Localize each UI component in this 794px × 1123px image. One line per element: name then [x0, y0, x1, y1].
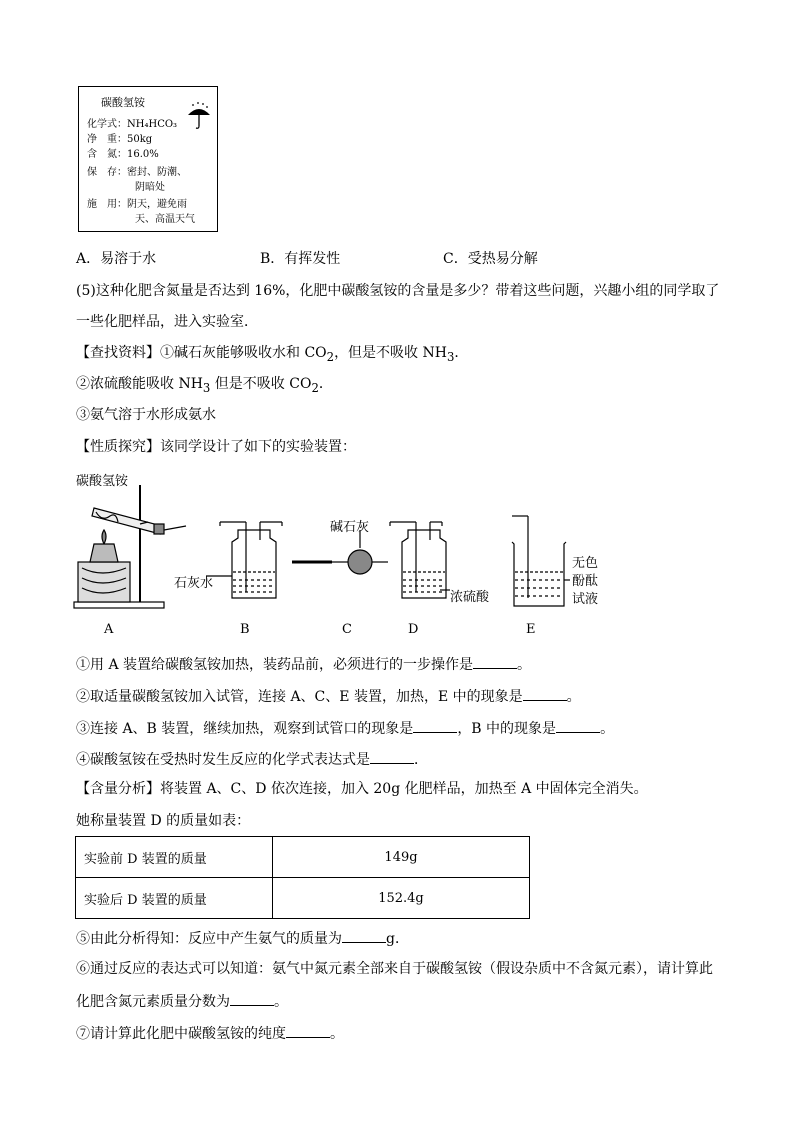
apparatus-e — [512, 516, 570, 606]
label-row: 化学式：NH₄HCO₃ — [87, 119, 178, 130]
info-1: 【查找资料】①碱石灰能够吸收水和 $CO_2$，但是不吸收 $NH_3$． — [76, 345, 469, 364]
table-row — [76, 837, 530, 878]
caption-c: C — [342, 622, 352, 637]
sulfuric-label: 浓硫酸 — [450, 590, 490, 605]
label-row: 天、高温天气 — [135, 214, 195, 225]
answer-blank[interactable] — [523, 686, 567, 701]
table-cell: 152.4g — [273, 878, 530, 919]
question-7: ⑦请计算此化肥中碳酸氢铵的纯度 。 — [76, 1023, 344, 1043]
label-row: 含 氮：16.0% — [87, 149, 159, 160]
answer-blank[interactable] — [413, 718, 457, 733]
answer-blank[interactable] — [230, 991, 274, 1006]
option-c: C．受热易分解 — [443, 251, 538, 267]
apparatus-c — [292, 530, 388, 574]
question-6-line2: 化肥含氮元素质量分数为 。 — [76, 991, 288, 1011]
table-cell: 实验后 D 装置的质量 — [76, 878, 273, 919]
umbrella-icon — [185, 101, 213, 131]
info-4: 【性质探究】该同学设计了如下的实验装置： — [76, 439, 356, 455]
caption-d: D — [408, 622, 419, 637]
question-1: ①用 A 装置给碳酸氢铵加热，装药品前，必须进行的一步操作是 。 — [76, 654, 531, 674]
table-row — [76, 878, 530, 919]
content-analysis: 【含量分析】将装置 A、C、D 依次连接，加入 20g 化肥样品，加热至 A 中固体完全消失。 — [76, 781, 648, 797]
label-title: 碳酸氢铵 — [101, 96, 145, 109]
answer-blank[interactable] — [370, 749, 414, 764]
caption-a: A — [104, 622, 114, 637]
mass-table — [75, 836, 530, 919]
fertilizer-label — [78, 86, 218, 232]
indicator-label-2: 酚酞 — [572, 574, 599, 589]
answer-blank[interactable] — [473, 654, 517, 669]
answer-blank[interactable] — [556, 718, 600, 733]
question-4: ④碳酸氢铵在受热时发生反应的化学式表达式是 ． — [76, 749, 428, 769]
info-3: ③氨气溶于水形成氨水 — [76, 407, 216, 423]
option-a: A．易溶于水 — [76, 251, 157, 267]
option-b: B．有挥发性 — [260, 251, 341, 267]
table-cell: 实验前 D 装置的质量 — [76, 837, 273, 878]
weigh-intro: 她称量装置 D 的质量如表： — [76, 813, 251, 829]
limewater-label: 石灰水 — [174, 576, 214, 591]
q5-line1: (5)这种化肥含氮量是否达到 16%，化肥中碳酸氢铵的含量是多少？带着这些问题，兴趣小组的同学取了 — [76, 283, 720, 299]
question-2: ②取适量碳酸氢铵加入试管，连接 A、C、E 装置，加热，E 中的现象是 。 — [76, 686, 581, 706]
q5-line2: 一些化肥样品，进入实验室． — [76, 314, 258, 330]
caption-e: E — [526, 622, 536, 637]
label-row: 施 用：阴天，避免雨 — [87, 199, 187, 210]
answer-blank[interactable] — [342, 928, 386, 943]
caption-b: B — [240, 622, 250, 637]
answer-blank[interactable] — [286, 1023, 330, 1038]
apparatus-a — [74, 485, 186, 608]
label-row: 净 重：50kg — [87, 134, 153, 145]
indicator-label-3: 试液 — [572, 592, 599, 607]
indicator-label-1: 无色 — [572, 556, 599, 571]
apparatus-b — [206, 522, 282, 598]
sodalime-label: 碱石灰 — [330, 520, 370, 535]
question-3: ③连接 A、B 装置，继续加热，观察到试管口的现象是 ，B 中的现象是 。 — [76, 718, 614, 738]
label-row: 阴暗处 — [135, 182, 165, 193]
apparatus-diagram — [70, 480, 610, 620]
question-6-line1: ⑥通过反应的表达式可以知道：氨气中氮元素全部来自于碳酸氢铵（假设杂质中不含氮元素），请计算此 — [76, 961, 713, 977]
info-2: ②浓硫酸能吸收 $NH_3$ 但是不吸收 $CO_2$． — [76, 376, 333, 395]
sample-label: 碳酸氢铵 — [76, 474, 129, 489]
label-row: 保 存：密封、防潮、 — [87, 167, 187, 178]
question-5: ⑤由此分析得知：反应中产生氨气的质量为 g． — [76, 928, 409, 948]
apparatus-d — [390, 522, 450, 598]
table-cell: 149g — [273, 837, 530, 878]
